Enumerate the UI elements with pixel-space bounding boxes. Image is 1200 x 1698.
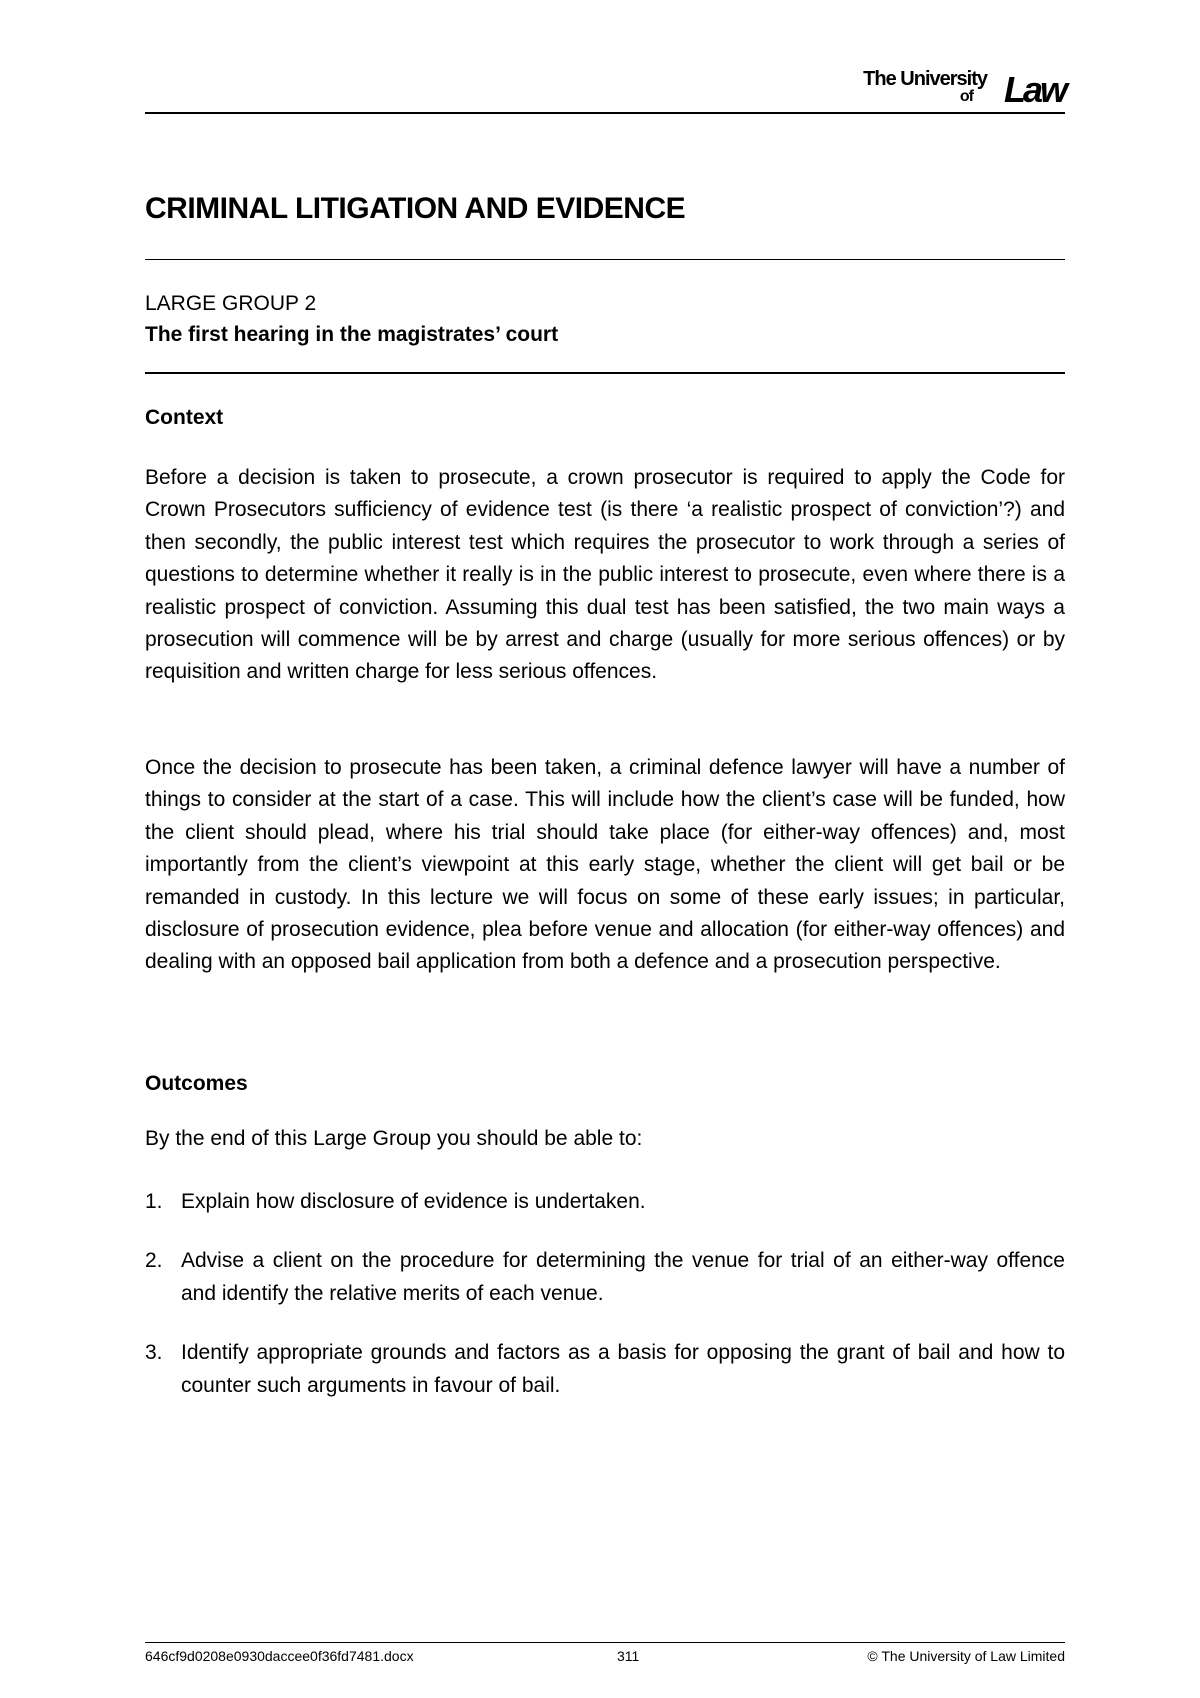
group-subtitle: The first hearing in the magistrates’ court [145, 323, 559, 346]
outcome-number: 1. [145, 1190, 163, 1213]
outcome-item [145, 1186, 1065, 1218]
context-paragraph-1: Before a decision is taken to prosecute, a crown prosecutor is required to apply the Code for Crown Prosecutors sufficiency of evidence test (is there ‘a realistic prospect of conviction’?) and then secondly, the public interest test which requires the prosecutor to work through a series of questions to determine whether it really is in the public interest to prosecute, even where there is a realistic prospect of conviction. Assuming this dual test has been satisfied, the two main ways a prosecution will commence will be by arrest and charge (usually for more serious offences) or by requisition and written charge for less serious offences. [145, 466, 1065, 684]
group-heading [145, 288, 558, 350]
outcome-text: Advise a client on the procedure for determining the venue for trial of an either-way offence and identify the relative merits of each venue. [181, 1249, 1065, 1305]
outcome-item [145, 1337, 1065, 1402]
footer-page-number: 311 [617, 1648, 640, 1664]
footer-divider [145, 1642, 1065, 1643]
group-divider [145, 372, 1065, 374]
context-heading: Context [145, 406, 224, 429]
university-logo [845, 62, 1065, 108]
header-divider [145, 112, 1065, 114]
outcome-item [145, 1245, 1065, 1310]
logo-text-law: Law [1003, 69, 1065, 110]
outcome-text: Identify appropriate grounds and factors as a basis for opposing the grant of bail and how to counter such arguments in favour of bail. [181, 1341, 1065, 1397]
footer-copyright: © The University of Law Limited [867, 1648, 1065, 1664]
context-paragraph-2: Once the decision to prosecute has been taken, a criminal defence lawyer will have a number of things to consider at the start of a case. This will include how the client’s case will be funded, how the client should plead, where his trial should take place (for either-way offences) and, most importantly from the client’s viewpoint at this early stage, whether the client will get bail or be remanded in custody. In this lecture we will focus on some of these early issues; in particular, disclosure of prosecution evidence, plea before venue and allocation (for either-way offences) and dealing with an opposed bail application from both a defence and a prosecution perspective. [145, 756, 1065, 974]
title-divider [145, 259, 1065, 260]
document-title: CRIMINAL LITIGATION AND EVIDENCE [145, 192, 686, 225]
outcomes-list [145, 1186, 1065, 1429]
outcomes-intro: By the end of this Large Group you should be able to: [145, 1127, 643, 1150]
outcome-text: Explain how disclosure of evidence is undertaken. [181, 1190, 646, 1213]
footer-filename: 646cf9d0208e0930daccee0f36fd7481.docx [145, 1648, 414, 1664]
logo-text-of: of [959, 88, 973, 105]
outcome-number: 3. [145, 1341, 163, 1365]
outcome-number: 2. [145, 1249, 163, 1273]
outcomes-heading: Outcomes [145, 1072, 248, 1095]
group-label: LARGE GROUP 2 [145, 292, 317, 315]
logo-text-university: The University [863, 68, 987, 90]
